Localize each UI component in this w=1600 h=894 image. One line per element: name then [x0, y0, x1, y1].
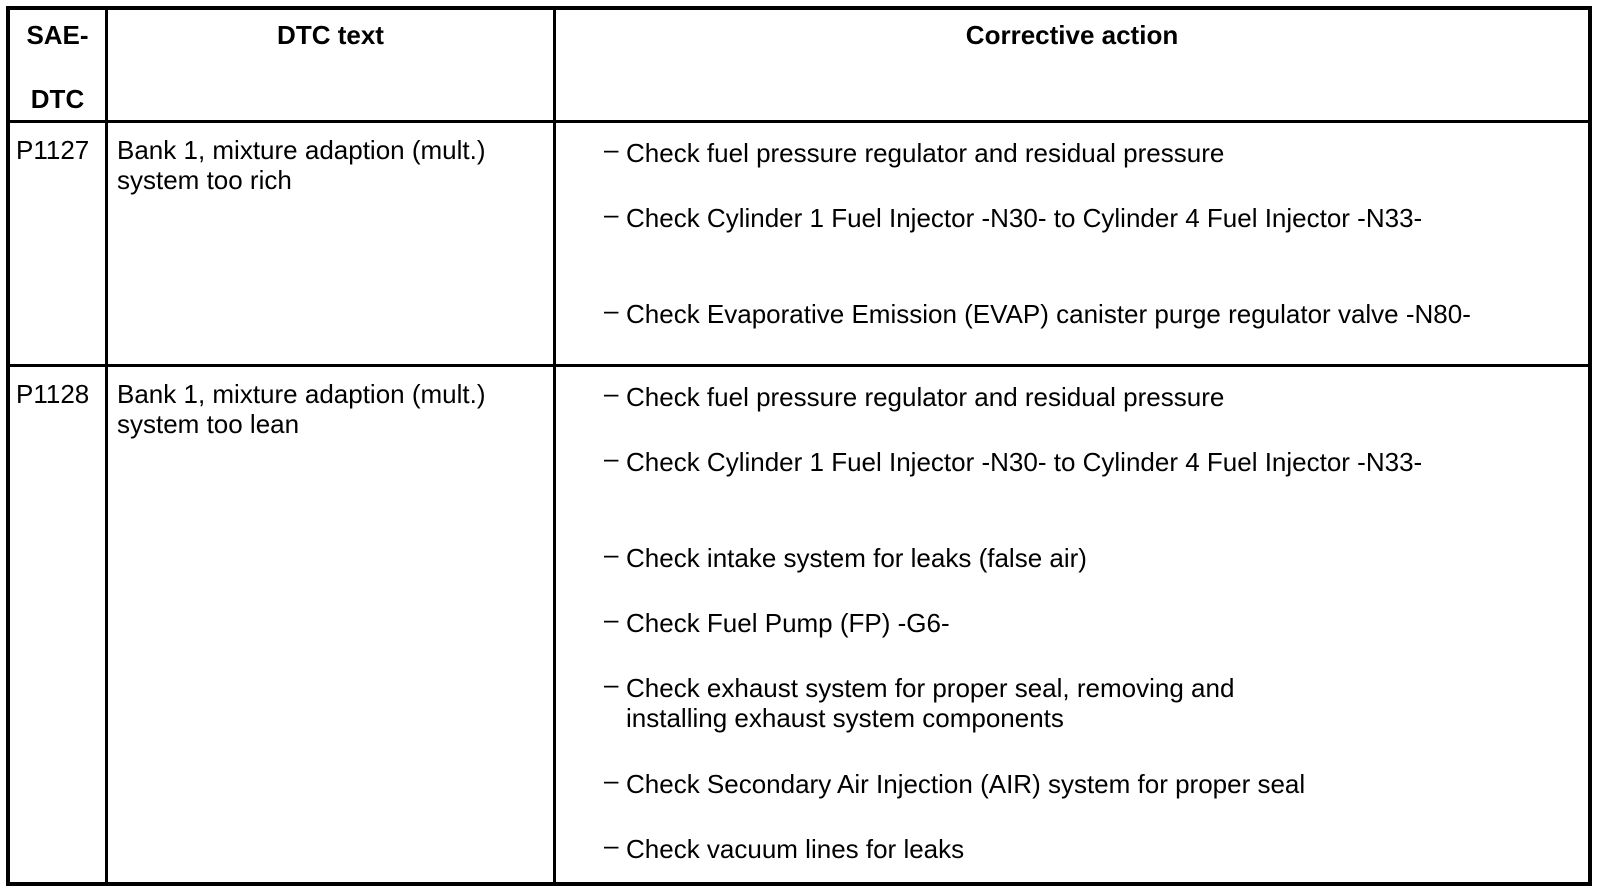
- action-item: [604, 199, 1423, 233]
- dtc-code: P1128: [16, 379, 90, 409]
- table-row: [10, 123, 1588, 367]
- action-text: Check Cylinder 1 Fuel Injector -N30- to Cylinder 4 Fuel Injector -N33-: [626, 203, 1423, 233]
- action-item: [604, 295, 1471, 329]
- table-row: [10, 367, 1588, 882]
- bullet-dash: –: [604, 295, 619, 325]
- dtc-text-cell: [108, 367, 553, 882]
- action-item: [604, 765, 1306, 799]
- action-item: [604, 378, 1225, 412]
- action-item: [604, 443, 1423, 477]
- action-text: Check fuel pressure regulator and residual pressure: [626, 138, 1225, 168]
- dtc-code-cell: [10, 367, 105, 882]
- column-divider: [105, 367, 108, 882]
- header-dtc-text: DTC text: [277, 20, 384, 50]
- action-text: Check exhaust system for proper seal, removing and: [626, 673, 1235, 703]
- header-sae-dtc: [10, 10, 105, 120]
- bullet-dash: –: [604, 443, 619, 473]
- bullet-dash: –: [604, 539, 619, 569]
- action-item: [604, 134, 1225, 168]
- dtc-code-cell: [10, 123, 105, 364]
- action-text: Check fuel pressure regulator and residual pressure: [626, 382, 1225, 412]
- bullet-dash: –: [604, 765, 619, 795]
- action-text: Check intake system for leaks (false air): [626, 543, 1087, 573]
- header-corrective-action-cell: [556, 10, 1588, 120]
- action-text: Check Fuel Pump (FP) -G6-: [626, 608, 950, 638]
- column-divider: [105, 10, 108, 120]
- header-dtc-text-cell: [108, 10, 553, 120]
- dtc-text-cell: [108, 123, 553, 364]
- dtc-description: [117, 135, 486, 195]
- column-divider: [553, 123, 556, 364]
- header-corrective-action: Corrective action: [965, 20, 1179, 50]
- action-text: Check Secondary Air Injection (AIR) system for proper seal: [626, 769, 1306, 799]
- dtc-code: P1127: [16, 135, 90, 165]
- header-sae-dtc-line1: SAE-: [26, 20, 89, 50]
- action-text: Check vacuum lines for leaks: [626, 834, 965, 864]
- dtc-description-line: system too lean: [117, 409, 300, 439]
- action-item: [604, 539, 1087, 573]
- header-sae-dtc-line2: DTC: [30, 84, 85, 114]
- dtc-table: [6, 6, 1592, 886]
- action-text: Check Cylinder 1 Fuel Injector -N30- to Cylinder 4 Fuel Injector -N33-: [626, 447, 1423, 477]
- bullet-dash: –: [604, 604, 619, 634]
- bullet-dash: –: [604, 134, 619, 164]
- dtc-description-line: Bank 1, mixture adaption (mult.): [117, 379, 486, 409]
- table-header-row: [10, 10, 1588, 123]
- bullet-dash: –: [604, 669, 619, 699]
- column-divider: [553, 10, 556, 120]
- bullet-dash: –: [604, 830, 619, 860]
- corrective-action-cell: [556, 367, 1588, 882]
- action-text-continuation: installing exhaust system components: [626, 703, 1064, 733]
- bullet-dash: –: [604, 378, 619, 408]
- action-item: [604, 604, 950, 638]
- action-text: Check Evaporative Emission (EVAP) canister purge regulator valve -N80-: [626, 299, 1471, 329]
- dtc-description-line: system too rich: [117, 165, 292, 195]
- action-item: [604, 669, 1235, 733]
- column-divider: [105, 123, 108, 364]
- dtc-description: [117, 379, 486, 439]
- corrective-action-cell: [556, 123, 1588, 364]
- dtc-description-line: Bank 1, mixture adaption (mult.): [117, 135, 486, 165]
- bullet-dash: –: [604, 199, 619, 229]
- action-item: [604, 830, 965, 864]
- column-divider: [553, 367, 556, 882]
